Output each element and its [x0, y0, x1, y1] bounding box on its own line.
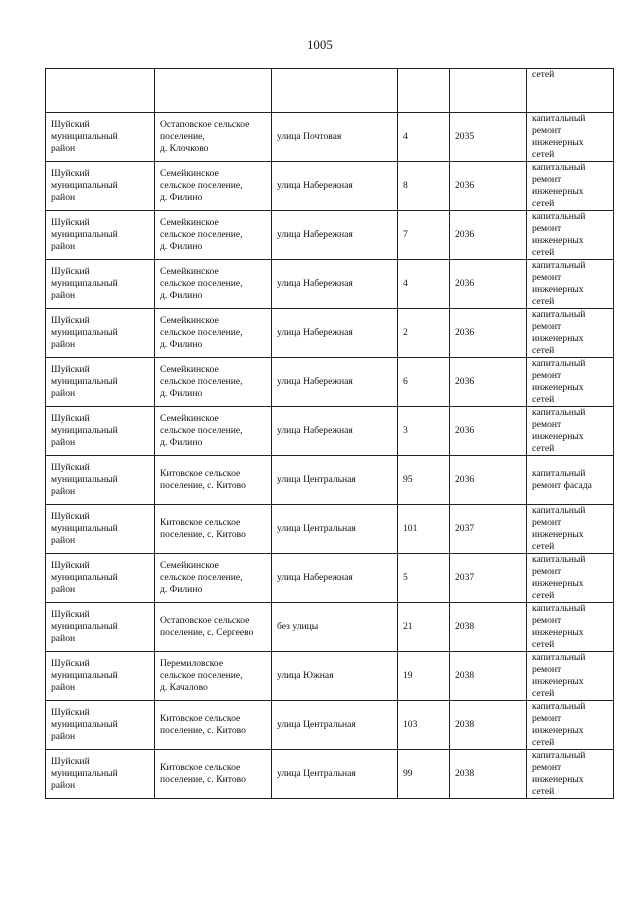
table-row — [46, 358, 614, 407]
work-text: капитальный ремонт инженерных сетей — [532, 554, 586, 601]
settlement-cell — [155, 358, 272, 407]
work-text: капитальный ремонт инженерных сетей — [532, 113, 586, 160]
work-cell — [527, 652, 614, 701]
house-cell — [398, 113, 450, 162]
house-cell — [398, 505, 450, 554]
table-row — [46, 554, 614, 603]
work-text: капитальный ремонт инженерных сетей — [532, 407, 586, 454]
street-text: улица Набережная — [277, 572, 353, 583]
district-cell — [46, 407, 155, 456]
work-cell — [527, 211, 614, 260]
housing-repair-table — [45, 68, 614, 799]
settlement-cell — [155, 652, 272, 701]
house-cell — [398, 456, 450, 505]
house-text: 6 — [403, 376, 408, 387]
street-cell — [272, 603, 398, 652]
district-text: Шуйский муниципальный район — [51, 462, 118, 497]
page-number: 1005 — [307, 38, 333, 52]
street-text: улица Южная — [277, 670, 334, 681]
settlement-cell — [155, 69, 272, 113]
year-cell — [450, 750, 527, 799]
street-cell — [272, 701, 398, 750]
settlement-text: Китовское сельское поселение, с. Китово — [160, 713, 246, 736]
table-row — [46, 505, 614, 554]
work-text: капитальный ремонт инженерных сетей — [532, 162, 586, 209]
settlement-cell — [155, 603, 272, 652]
settlement-text: Семейкинское сельское поселение, д. Филино — [160, 315, 243, 350]
year-text: 2037 — [455, 523, 475, 534]
street-cell — [272, 260, 398, 309]
settlement-text: Семейкинское сельское поселение, д. Филино — [160, 560, 243, 595]
district-text: Шуйский муниципальный район — [51, 658, 118, 693]
work-cell — [527, 358, 614, 407]
year-text: 2035 — [455, 131, 475, 142]
work-cell — [527, 260, 614, 309]
house-cell — [398, 652, 450, 701]
house-cell — [398, 554, 450, 603]
year-cell — [450, 309, 527, 358]
district-text: Шуйский муниципальный район — [51, 511, 118, 546]
settlement-text: Семейкинское сельское поселение, д. Филино — [160, 168, 243, 203]
street-cell — [272, 505, 398, 554]
district-cell — [46, 603, 155, 652]
house-cell — [398, 309, 450, 358]
work-cell — [527, 750, 614, 799]
house-cell — [398, 162, 450, 211]
street-text: улица Набережная — [277, 376, 353, 387]
settlement-text: Остаповское сельское поселение, д. Клочково — [160, 119, 250, 154]
house-text: 103 — [403, 719, 418, 730]
house-text: 101 — [403, 523, 418, 534]
district-cell — [46, 260, 155, 309]
street-cell — [272, 652, 398, 701]
year-text: 2038 — [455, 719, 475, 730]
settlement-text: Семейкинское сельское поселение, д. Филино — [160, 217, 243, 252]
table-row — [46, 260, 614, 309]
year-text: 2036 — [455, 474, 475, 485]
house-text: 3 — [403, 425, 408, 436]
district-cell — [46, 113, 155, 162]
table-row — [46, 162, 614, 211]
house-text: 4 — [403, 131, 408, 142]
house-text: 4 — [403, 278, 408, 289]
settlement-cell — [155, 750, 272, 799]
work-text: капитальный ремонт инженерных сетей — [532, 603, 586, 650]
district-text: Шуйский муниципальный район — [51, 756, 118, 791]
year-cell — [450, 162, 527, 211]
street-text: улица Центральная — [277, 768, 356, 779]
district-text: Шуйский муниципальный район — [51, 609, 118, 644]
year-text: 2038 — [455, 768, 475, 779]
district-text: Шуйский муниципальный район — [51, 364, 118, 399]
house-text: 21 — [403, 621, 413, 632]
year-cell — [450, 505, 527, 554]
settlement-text: Перемиловское сельское поселение, д. Качалово — [160, 658, 243, 693]
district-text: Шуйский муниципальный район — [51, 315, 118, 350]
settlement-text: Семейкинское сельское поселение, д. Филино — [160, 413, 243, 448]
settlement-cell — [155, 701, 272, 750]
work-text: капитальный ремонт инженерных сетей — [532, 211, 586, 258]
work-text: капитальный ремонт инженерных сетей — [532, 260, 586, 307]
work-text: капитальный ремонт инженерных сетей — [532, 652, 586, 699]
street-cell — [272, 554, 398, 603]
year-text: 2037 — [455, 572, 475, 583]
settlement-cell — [155, 211, 272, 260]
work-cell — [527, 162, 614, 211]
house-cell — [398, 211, 450, 260]
table-row — [46, 603, 614, 652]
settlement-text: Китовское сельское поселение, с. Китово — [160, 468, 246, 491]
settlement-cell — [155, 309, 272, 358]
settlement-text: Китовское сельское поселение, с. Китово — [160, 517, 246, 540]
street-cell — [272, 113, 398, 162]
street-text: улица Набережная — [277, 278, 353, 289]
settlement-text: Семейкинское сельское поселение, д. Филино — [160, 266, 243, 301]
district-text: Шуйский муниципальный район — [51, 168, 118, 203]
street-text: улица Почтовая — [277, 131, 342, 142]
table-body — [46, 69, 614, 799]
year-text: 2036 — [455, 180, 475, 191]
work-text: сетей — [532, 69, 555, 80]
year-text: 2038 — [455, 621, 475, 632]
district-text: Шуйский муниципальный район — [51, 707, 118, 742]
house-cell — [398, 603, 450, 652]
year-cell — [450, 701, 527, 750]
street-text: улица Центральная — [277, 719, 356, 730]
street-text: улица Набережная — [277, 229, 353, 240]
street-text: улица Центральная — [277, 523, 356, 534]
table-row — [46, 750, 614, 799]
district-cell — [46, 554, 155, 603]
settlement-text: Семейкинское сельское поселение, д. Филино — [160, 364, 243, 399]
district-text: Шуйский муниципальный район — [51, 413, 118, 448]
house-text: 2 — [403, 327, 408, 338]
street-text: улица Центральная — [277, 474, 356, 485]
year-cell — [450, 211, 527, 260]
year-text: 2036 — [455, 229, 475, 240]
house-text: 19 — [403, 670, 413, 681]
street-cell — [272, 69, 398, 113]
year-cell — [450, 603, 527, 652]
street-cell — [272, 211, 398, 260]
house-text: 8 — [403, 180, 408, 191]
settlement-cell — [155, 260, 272, 309]
work-text: капитальный ремонт инженерных сетей — [532, 750, 586, 797]
work-cell — [527, 505, 614, 554]
work-cell — [527, 113, 614, 162]
work-cell — [527, 309, 614, 358]
table-row — [46, 701, 614, 750]
year-cell — [450, 407, 527, 456]
table-row — [46, 113, 614, 162]
district-text: Шуйский муниципальный район — [51, 560, 118, 595]
district-cell — [46, 69, 155, 113]
district-cell — [46, 505, 155, 554]
year-cell — [450, 554, 527, 603]
year-cell — [450, 69, 527, 113]
district-cell — [46, 652, 155, 701]
work-cell — [527, 456, 614, 505]
street-text: улица Набережная — [277, 425, 353, 436]
table-row — [46, 456, 614, 505]
year-cell — [450, 358, 527, 407]
house-text: 5 — [403, 572, 408, 583]
year-cell — [450, 456, 527, 505]
settlement-cell — [155, 113, 272, 162]
settlement-cell — [155, 456, 272, 505]
work-cell — [527, 701, 614, 750]
street-cell — [272, 750, 398, 799]
street-cell — [272, 309, 398, 358]
house-text: 7 — [403, 229, 408, 240]
street-text: улица Набережная — [277, 180, 353, 191]
settlement-text: Остаповское сельское поселение, с. Сергеево — [160, 615, 254, 638]
settlement-cell — [155, 407, 272, 456]
year-cell — [450, 113, 527, 162]
district-cell — [46, 701, 155, 750]
street-cell — [272, 456, 398, 505]
year-text: 2036 — [455, 376, 475, 387]
work-text: капитальный ремонт инженерных сетей — [532, 309, 586, 356]
house-cell — [398, 260, 450, 309]
work-text: капитальный ремонт инженерных сетей — [532, 701, 586, 748]
district-cell — [46, 456, 155, 505]
table-row — [46, 407, 614, 456]
year-cell — [450, 260, 527, 309]
street-cell — [272, 407, 398, 456]
house-cell — [398, 407, 450, 456]
street-text: улица Набережная — [277, 327, 353, 338]
house-text: 99 — [403, 768, 413, 779]
street-cell — [272, 162, 398, 211]
year-text: 2038 — [455, 670, 475, 681]
table-row — [46, 211, 614, 260]
district-cell — [46, 211, 155, 260]
house-cell — [398, 69, 450, 113]
house-cell — [398, 750, 450, 799]
settlement-cell — [155, 162, 272, 211]
work-cell — [527, 554, 614, 603]
settlement-cell — [155, 554, 272, 603]
district-cell — [46, 162, 155, 211]
continuation-row — [46, 69, 614, 113]
work-text: капитальный ремонт инженерных сетей — [532, 358, 586, 405]
district-text: Шуйский муниципальный район — [51, 266, 118, 301]
year-text: 2036 — [455, 425, 475, 436]
year-text: 2036 — [455, 327, 475, 338]
work-text: капитальный ремонт фасада — [532, 468, 592, 491]
work-cell — [527, 69, 614, 113]
work-cell — [527, 603, 614, 652]
house-cell — [398, 358, 450, 407]
district-cell — [46, 358, 155, 407]
work-cell — [527, 407, 614, 456]
work-text: капитальный ремонт инженерных сетей — [532, 505, 586, 552]
table-row — [46, 652, 614, 701]
settlement-cell — [155, 505, 272, 554]
table-row — [46, 309, 614, 358]
street-cell — [272, 358, 398, 407]
district-text: Шуйский муниципальный район — [51, 217, 118, 252]
street-text: без улицы — [277, 621, 319, 632]
district-cell — [46, 309, 155, 358]
settlement-text: Китовское сельское поселение, с. Китово — [160, 762, 246, 785]
district-cell — [46, 750, 155, 799]
district-text: Шуйский муниципальный район — [51, 119, 118, 154]
house-cell — [398, 701, 450, 750]
house-text: 95 — [403, 474, 413, 485]
year-text: 2036 — [455, 278, 475, 289]
year-cell — [450, 652, 527, 701]
